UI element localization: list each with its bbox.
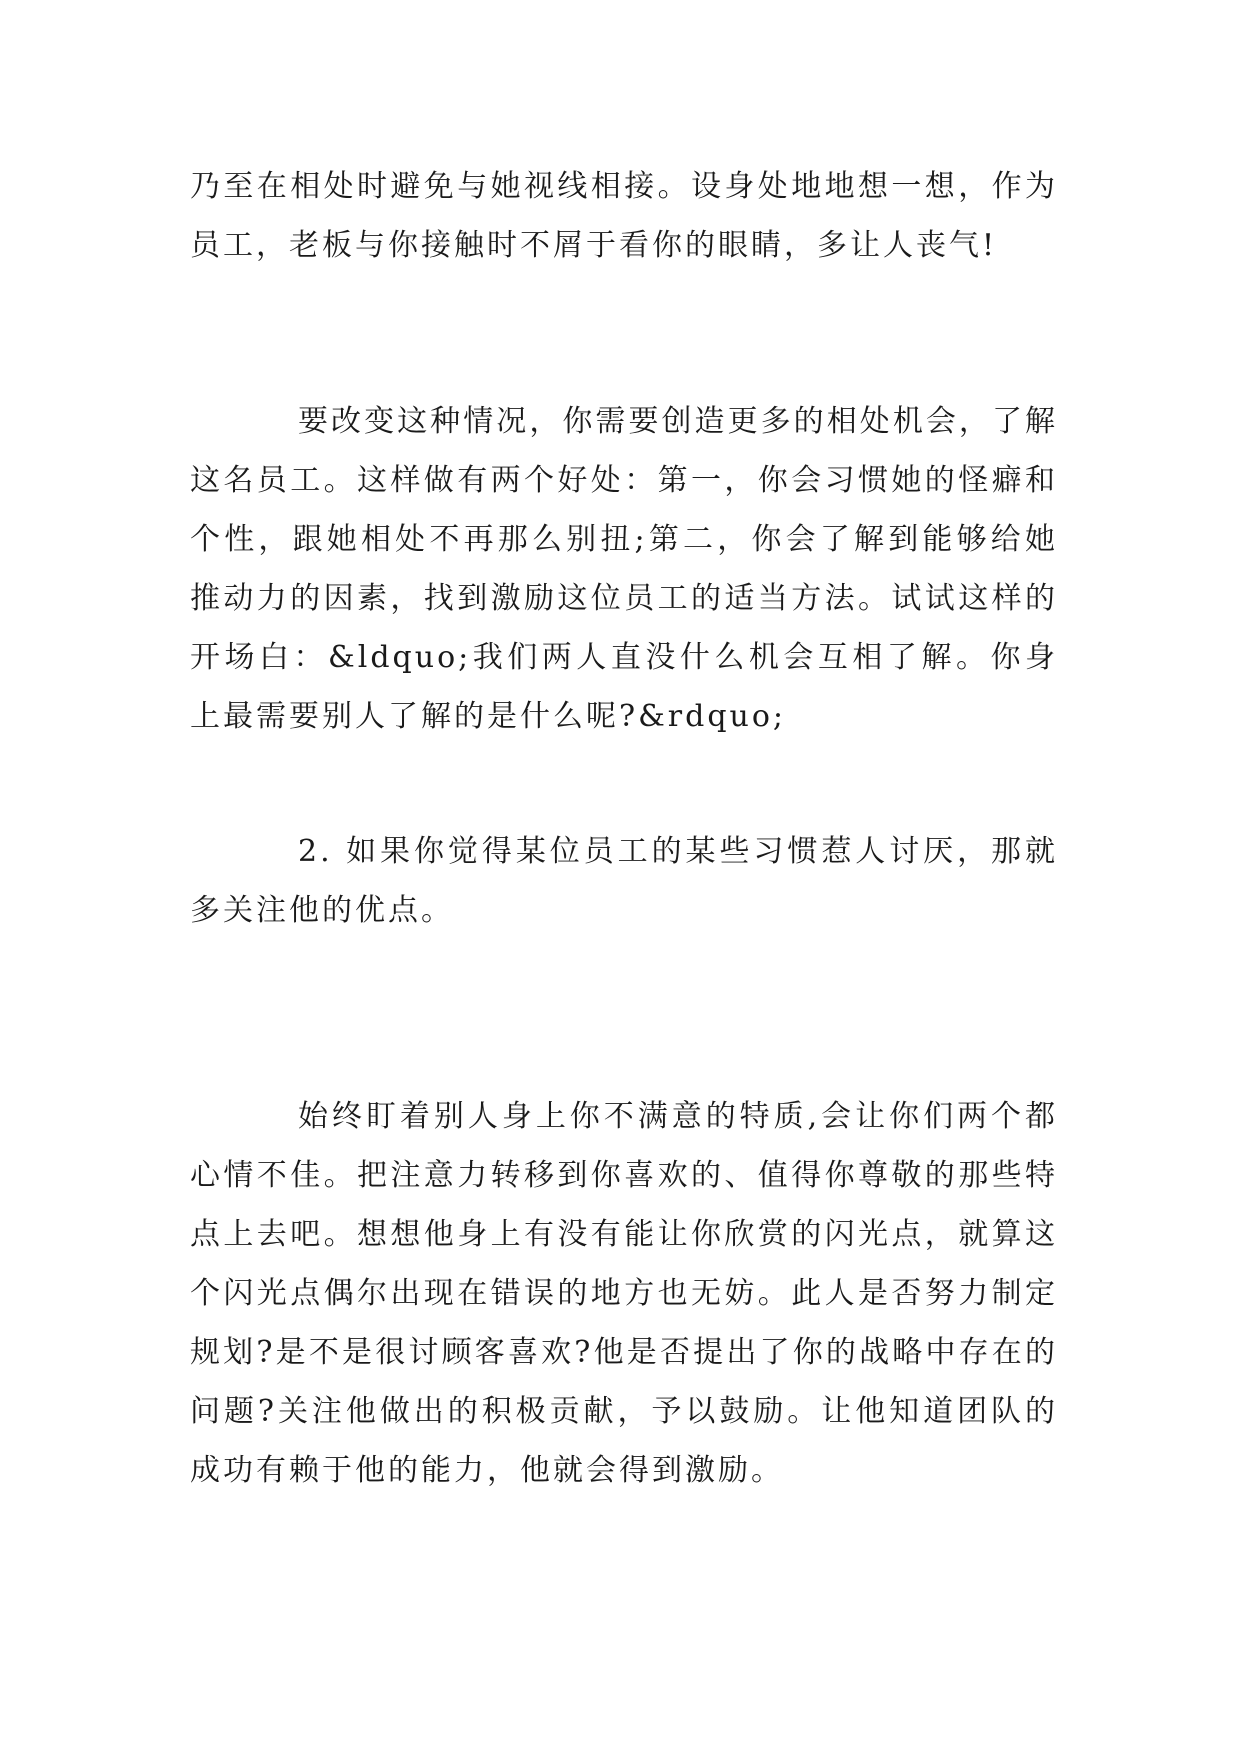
paragraph-continuation: 乃至在相处时避免与她视线相接。设身处地地想一想，作为员工，老板与你接触时不屑于看你的眼睛，多让人丧气! xyxy=(190,169,1058,263)
paragraph-change-situation: 要改变这种情况，你需要创造更多的相处机会，了解这名员工。这样做有两个好处：第一，你会习惯她的怪癖和个性，跟她相处不再那么别扭;第二，你会了解到能够给她推动力的因素，找到激励这位员工的适当方法。试试这样的开场白：&ldquo;我们两人直没什么机会互相了解。你身上最需要别人了解的是什么呢?&rdquo; xyxy=(190,404,1058,734)
paragraph-numbered-point-2: 2. 如果你觉得某位员工的某些习惯惹人讨厌，那就多关注他的优点。 xyxy=(190,834,1058,928)
paragraph-focus-strengths: 始终盯着别人身上你不满意的特质,会让你们两个都心情不佳。把注意力转移到你喜欢的、值得你尊敬的那些特点上去吧。想想他身上有没有能让你欣赏的闪光点，就算这个闪光点偶尔出现在错误的地方也无妨。此人是否努力制定规划?是不是很讨顾客喜欢?他是否提出了你的战略中存在的问题?关注他做出的积极贡献，予以鼓励。让他知道团队的成功有赖于他的能力，他就会得到激励。 xyxy=(190,1099,1058,1488)
